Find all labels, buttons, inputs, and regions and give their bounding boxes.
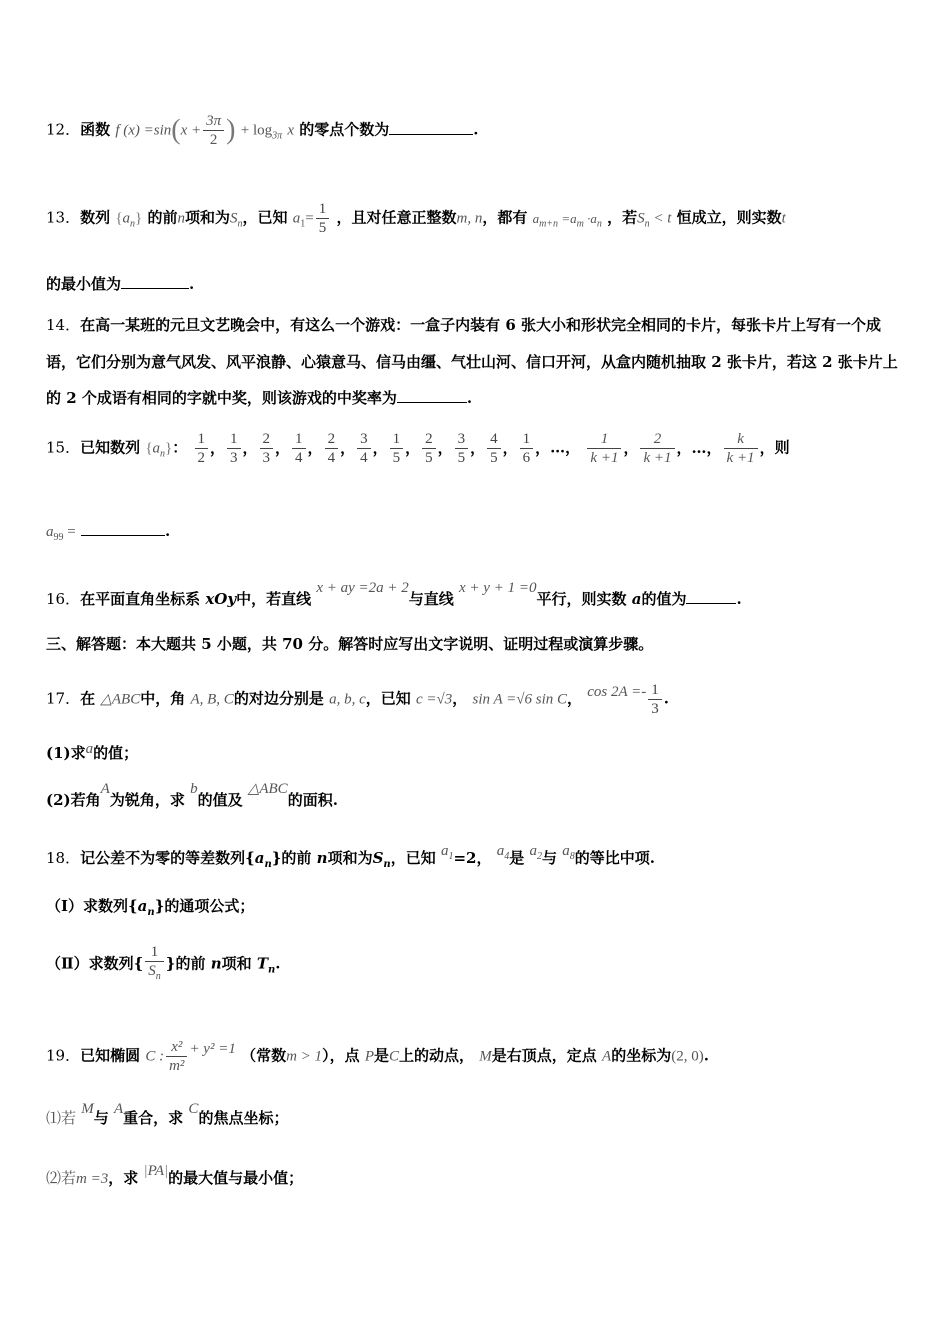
question-18-part1 — [46, 896, 902, 923]
q17-p2-A: A — [100, 781, 110, 797]
question-18-part2 — [46, 943, 902, 986]
question-number: 17． — [46, 689, 81, 708]
q17-p2-text: (2)若角 — [46, 791, 101, 809]
q19-p2-PA: PA — [147, 1163, 165, 1179]
q18-text: 是 — [509, 849, 525, 867]
rel-mid: =a — [558, 210, 577, 226]
q18-text: 与 — [541, 849, 557, 867]
q13-text: 数列 — [80, 208, 111, 227]
q16-line2: x + y + 1 =0 — [459, 580, 537, 596]
q19-C: C : — [145, 1048, 165, 1065]
fraction-numerator: 2 — [425, 431, 433, 447]
fraction-denominator: 4 — [325, 448, 339, 467]
q19-text: 上的动点， — [399, 1046, 475, 1065]
brace-open: { — [145, 440, 153, 457]
q17-cos: cos 2A =- — [587, 683, 647, 700]
q13-a1: a — [292, 210, 301, 227]
q18-p1-a: a — [137, 897, 148, 915]
q18-a1 — [440, 843, 454, 862]
separator: ， — [210, 438, 226, 457]
q13-ineq-sub: n — [644, 218, 650, 230]
q18-a8 — [562, 843, 575, 862]
question-19-part2 — [46, 1163, 902, 1189]
rel-a: a — [532, 210, 540, 226]
q16-a: a — [631, 590, 642, 608]
q18-a8-var: a — [562, 843, 570, 859]
q16-end: . — [736, 590, 742, 608]
q18-p2-den-S: S — [148, 963, 156, 979]
fraction-denominator: 5 — [487, 448, 501, 467]
q13-frac-den: 5 — [316, 218, 330, 237]
q15-k-fraction — [640, 430, 674, 467]
q18-text: ，已知 — [390, 849, 436, 867]
answer-blank[interactable] — [397, 387, 467, 403]
q17-comma: ， — [452, 689, 468, 708]
q19-P: P — [364, 1048, 374, 1065]
q16-text: 平行，则实数 — [536, 590, 627, 608]
section-heading — [46, 634, 902, 654]
q17-angles: A, B, C — [190, 691, 234, 708]
q17-p2-triangle: △ABC — [247, 781, 288, 797]
question-17-part1 — [46, 743, 902, 764]
q18-a-sub: n — [264, 859, 272, 870]
q19-A: A — [602, 1048, 612, 1065]
fraction-numerator: k — [737, 431, 744, 447]
question-17-part2 — [46, 781, 902, 811]
q18-a4 — [496, 843, 510, 862]
q12-end: . — [473, 120, 479, 139]
question-12 — [46, 112, 902, 149]
rel-dot: ·a — [583, 210, 597, 226]
q15-fraction — [195, 430, 209, 467]
fraction-numerator: 1 — [295, 431, 303, 447]
q17-frac-num: 1 — [651, 682, 659, 698]
q15-k-fraction — [724, 430, 758, 467]
q16-line1: x + ay =2a + 2 — [316, 580, 409, 596]
separator: ， — [340, 438, 356, 457]
separator: ， — [535, 438, 551, 457]
abs-bar: | — [143, 1163, 148, 1179]
q17-text: 的对边分别是 — [233, 689, 324, 708]
answer-blank[interactable] — [121, 273, 189, 289]
q19-text: 已知椭圆 — [80, 1046, 141, 1065]
q13-ineq-S: S — [637, 210, 645, 227]
q15-fraction — [260, 430, 274, 467]
q19-text: 是 — [373, 1046, 389, 1065]
q18-a: a — [254, 849, 265, 867]
question-14 — [46, 307, 902, 417]
q16-xoy: xOy — [205, 590, 237, 608]
q17-sin: sin A =√6 sin C — [472, 691, 567, 708]
separator: ， — [676, 438, 692, 457]
q13-relation — [532, 210, 602, 230]
brace-close: } — [135, 210, 143, 227]
q15-fraction — [357, 430, 371, 467]
q16-text: 与直线 — [408, 590, 454, 608]
q19-p2-text: ⑵若 — [46, 1171, 77, 1187]
fraction-denominator: 3 — [227, 448, 241, 467]
fraction-denominator: 2 — [195, 448, 209, 467]
rel-sub: m — [576, 218, 584, 230]
q19-text: （常数 — [241, 1046, 287, 1065]
q19-cond: m > 1 — [286, 1048, 323, 1065]
q17-end: . — [663, 689, 669, 708]
q17-text: 在 — [80, 689, 96, 708]
fraction-numerator: 3 — [457, 431, 466, 447]
separator: ， — [502, 438, 518, 457]
fraction-numerator: 2 — [653, 431, 662, 447]
answer-blank[interactable] — [81, 520, 165, 536]
q16-text: 中，若直线 — [236, 590, 312, 608]
q17-text: ，已知 — [365, 689, 411, 708]
question-15 — [46, 430, 902, 467]
q13-fraction — [316, 200, 330, 237]
question-number: 12． — [46, 120, 81, 139]
fraction-denominator: 3 — [260, 448, 274, 467]
q18-a2 — [529, 843, 542, 862]
q19-p1-A: A — [114, 1101, 124, 1117]
q17-comma: ， — [567, 689, 583, 708]
fraction-numerator: 1 — [522, 431, 531, 447]
question-number: 18． — [46, 849, 81, 867]
q18-a2-var: a — [529, 843, 537, 859]
q18-p2-frac-den — [145, 961, 164, 986]
fraction-numerator: 3 — [360, 431, 368, 447]
fraction-denominator: k +1 — [587, 448, 621, 467]
question-19-part1 — [46, 1101, 902, 1129]
separator: ， — [405, 438, 421, 457]
question-number: 14． — [46, 316, 81, 334]
fraction-denominator: k +1 — [724, 448, 758, 467]
q19-text: ），点 — [322, 1046, 360, 1065]
q19-p1-text: 与 — [93, 1109, 109, 1127]
q12-log-base: 3π — [272, 130, 283, 142]
separator: ， — [242, 438, 258, 457]
rel-sub: m+n — [539, 218, 559, 230]
q13-ineq-lt: < t — [649, 210, 672, 227]
q12-text-post: 的零点个数为 — [299, 120, 390, 139]
fraction-numerator: 2 — [262, 431, 271, 447]
q12-text: 函数 — [80, 120, 111, 139]
q13-seq-sub: n — [130, 218, 136, 230]
fraction-denominator: 6 — [520, 448, 534, 467]
q19-p1-text: ⑴若 — [46, 1111, 77, 1127]
q18-a2-sub: 2 — [536, 851, 542, 862]
q18-p2-T: T — [256, 954, 269, 973]
q15-a99-sub: 99 — [53, 532, 64, 543]
q18-a4-sub: 4 — [504, 851, 510, 862]
q19-p2-abs — [143, 1163, 168, 1179]
q12-function: f (x) =sin — [115, 122, 172, 139]
q17-p2-text: 的面积. — [287, 791, 338, 809]
q13-S-sub: n — [237, 218, 243, 230]
q15-fraction-list — [193, 431, 551, 466]
q19-text: 的坐标为 — [611, 1046, 672, 1065]
q19-end: . — [703, 1046, 709, 1065]
q19-frac-num: x² — [171, 1039, 183, 1055]
q13-text: 的前 — [147, 208, 178, 227]
q17-p2-text: 的值及 — [197, 791, 243, 809]
separator: ， — [372, 438, 388, 457]
q19-p2-m: m =3 — [76, 1171, 109, 1187]
fraction-numerator: 1 — [600, 431, 609, 447]
question-number: 15． — [46, 438, 81, 457]
q13-text: ，若 — [607, 208, 638, 227]
q15-eq: = — [63, 524, 76, 540]
q18-n: n — [316, 849, 328, 867]
q19-p1-M: M — [81, 1101, 94, 1117]
q17-p1-text: 的值； — [93, 744, 139, 762]
q14-end: . — [466, 389, 473, 407]
separator: ， — [275, 438, 291, 457]
question-16 — [46, 580, 902, 610]
q18-p2-fraction — [145, 943, 164, 986]
q13-mn: m, n — [456, 210, 483, 227]
q18-p2-n: n — [210, 954, 222, 973]
q18-p2-text: 项和 — [221, 954, 252, 973]
q15-a99: a — [46, 524, 54, 540]
q18-p2-den-sub: n — [155, 971, 161, 982]
fraction-numerator: 1 — [197, 431, 205, 447]
fraction-numerator: 4 — [490, 431, 498, 447]
section-3-text: 三、解答题：本大题共 5 小题，共 70 分。解答时应写出文字说明、证明过程或演算步骤。 — [46, 635, 654, 653]
q18-text: }的前 — [271, 849, 312, 867]
q18-p2-end: . — [275, 954, 281, 973]
q13-line2-text: 的最小值为 — [46, 275, 122, 293]
fraction-numerator: 1 — [392, 431, 401, 447]
separator: ， — [759, 438, 775, 457]
separator: ， — [470, 438, 486, 457]
q12-frac-num: 3π — [206, 113, 222, 129]
q19-p1-C: C — [188, 1101, 199, 1117]
q12-log: + log — [240, 122, 273, 139]
q13-text: ，都有 — [482, 208, 528, 227]
q18-text: 的等比中项. — [574, 849, 655, 867]
q17-triangle: △ABC — [100, 691, 141, 708]
q15-k-fraction-list — [585, 431, 775, 466]
q19-C2: C — [389, 1048, 400, 1065]
q13-frac-num: 1 — [318, 201, 327, 217]
fraction-denominator: 5 — [455, 448, 469, 467]
rel-sub: n — [596, 218, 602, 230]
q13-t: t — [781, 210, 786, 227]
q18-a4-var: a — [496, 843, 505, 859]
q13-text: ，已知 — [242, 208, 288, 227]
fraction-denominator: 5 — [422, 448, 436, 467]
fraction-numerator: 1 — [230, 431, 238, 447]
q17-p2-b: b — [190, 781, 198, 797]
q18-text: =2， — [453, 849, 492, 867]
q13-eq: = — [305, 210, 314, 227]
q18-a1-var: a — [440, 843, 449, 859]
q17-p2-text: 为锐角，求 — [109, 791, 185, 809]
abs-bar: | — [164, 1163, 169, 1179]
ellipsis: …， — [691, 438, 722, 457]
q18-p2-frac-num: 1 — [150, 944, 159, 960]
q15-fraction — [487, 430, 501, 467]
question-15-line2 — [46, 520, 902, 548]
q17-sides: a, b, c — [329, 691, 366, 708]
q19-fraction — [166, 1038, 187, 1075]
q15-fraction — [227, 430, 241, 467]
q19-M: M — [479, 1048, 492, 1065]
q13-seq: a — [122, 210, 131, 227]
brace-close: } — [165, 440, 173, 457]
q15-then: 则 — [774, 438, 790, 457]
q15-seq-sub: n — [160, 448, 166, 460]
q15-fraction — [455, 430, 469, 467]
question-13 — [46, 200, 902, 237]
q17-frac-den: 3 — [648, 699, 662, 718]
q16-text: 的值为 — [641, 590, 687, 608]
q13-n: n — [177, 210, 185, 227]
q13-text: ，且对任意正整数 — [336, 208, 457, 227]
fraction-numerator: 2 — [327, 431, 336, 447]
q12-log-arg: x — [287, 122, 295, 139]
q14-text: 在高一某班的元旦文艺晚会中，有这么一个游戏：一盒子内装有 6 张大小和形状完全相同的卡片，每张卡片上写有一个成语，它们分别为意气风发、风平浪静、心猿意马、信马由缰、气壮山河、信口开河，从盒内随机抽取 2 张卡片，若这 2 张卡片上的 2 个成语有相同的字就中奖，则该游戏的中奖率为 — [46, 316, 898, 407]
question-17 — [46, 681, 902, 718]
q18-p1-text: （Ⅰ）求数列{ — [46, 897, 138, 915]
q13-a1-sub: 1 — [300, 218, 306, 230]
q13-text: 恒成立，则实数 — [676, 208, 782, 227]
q18-p2-text: }的前 — [165, 954, 206, 973]
q17-p1-var: a — [85, 741, 94, 757]
answer-blank[interactable] — [686, 588, 736, 604]
q18-S: S — [372, 849, 384, 867]
q19-p1-text: 的焦点坐标； — [198, 1109, 289, 1127]
q19-frac-den: m² — [166, 1056, 187, 1075]
q15-colon: ： — [172, 438, 188, 457]
brace-open: { — [115, 210, 123, 227]
separator: ， — [437, 438, 453, 457]
q15-fraction — [325, 430, 339, 467]
q15-fraction — [292, 430, 306, 467]
fraction-denominator: 4 — [292, 448, 306, 467]
q19-text: 是右顶点，定点 — [491, 1046, 597, 1065]
q13-end: . — [189, 275, 195, 293]
q15-fraction — [520, 430, 534, 467]
q17-fraction — [648, 681, 662, 718]
q15-fraction — [422, 430, 436, 467]
q18-text: 记公差不为零的等差数列{ — [80, 849, 255, 867]
q19-p2-text: ，求 — [108, 1169, 139, 1187]
separator: ， — [307, 438, 323, 457]
q12-fraction — [203, 112, 224, 149]
q18-p2-text: （Ⅱ）求数列{ — [46, 954, 144, 973]
question-13-line2 — [46, 273, 902, 294]
q13-S: S — [230, 210, 238, 227]
q12-paren-open: ( — [171, 114, 181, 146]
fraction-denominator: 4 — [357, 448, 371, 467]
fraction-denominator: 5 — [390, 448, 404, 467]
q17-text: 中，角 — [140, 689, 186, 708]
q15-text: 已知数列 — [80, 438, 141, 457]
q19-coord: (2, 0) — [671, 1048, 704, 1065]
q15-fraction — [390, 430, 404, 467]
q15-dots: …， — [550, 438, 581, 457]
q18-p2-T-sub: n — [268, 964, 276, 976]
q18-text: 项和为 — [327, 849, 373, 867]
q15-end: . — [164, 522, 171, 540]
q19-p2-text: 的最大值与最小值； — [168, 1169, 304, 1187]
q12-paren-close: ) — [226, 114, 236, 146]
question-18 — [46, 843, 902, 875]
q13-text: 项和为 — [185, 208, 231, 227]
answer-blank[interactable] — [389, 119, 473, 135]
q18-p1-sub: n — [147, 907, 155, 918]
q18-a8-sub: 8 — [569, 851, 575, 862]
q18-S-sub: n — [383, 859, 391, 870]
q18-p1-text: }的通项公式； — [154, 897, 255, 915]
separator: ， — [623, 438, 639, 457]
q15-k-fraction — [587, 430, 621, 467]
q17-p1-text: (1)求 — [46, 744, 86, 762]
question-number: 13． — [46, 208, 81, 227]
question-number: 16． — [46, 590, 81, 608]
q15-seq: a — [152, 440, 161, 457]
q18-a1-sub: 1 — [448, 851, 454, 862]
q16-text: 在平面直角坐标系 — [80, 590, 201, 608]
q19-plus: + y² =1 — [189, 1040, 236, 1057]
q12-arg: x + — [180, 122, 202, 139]
q19-p1-text: 重合，求 — [123, 1109, 184, 1127]
q17-c: c =√3 — [415, 691, 453, 708]
question-19 — [46, 1038, 902, 1075]
fraction-denominator: k +1 — [640, 448, 674, 467]
question-number: 19． — [46, 1046, 81, 1065]
q12-frac-den: 2 — [203, 130, 224, 149]
